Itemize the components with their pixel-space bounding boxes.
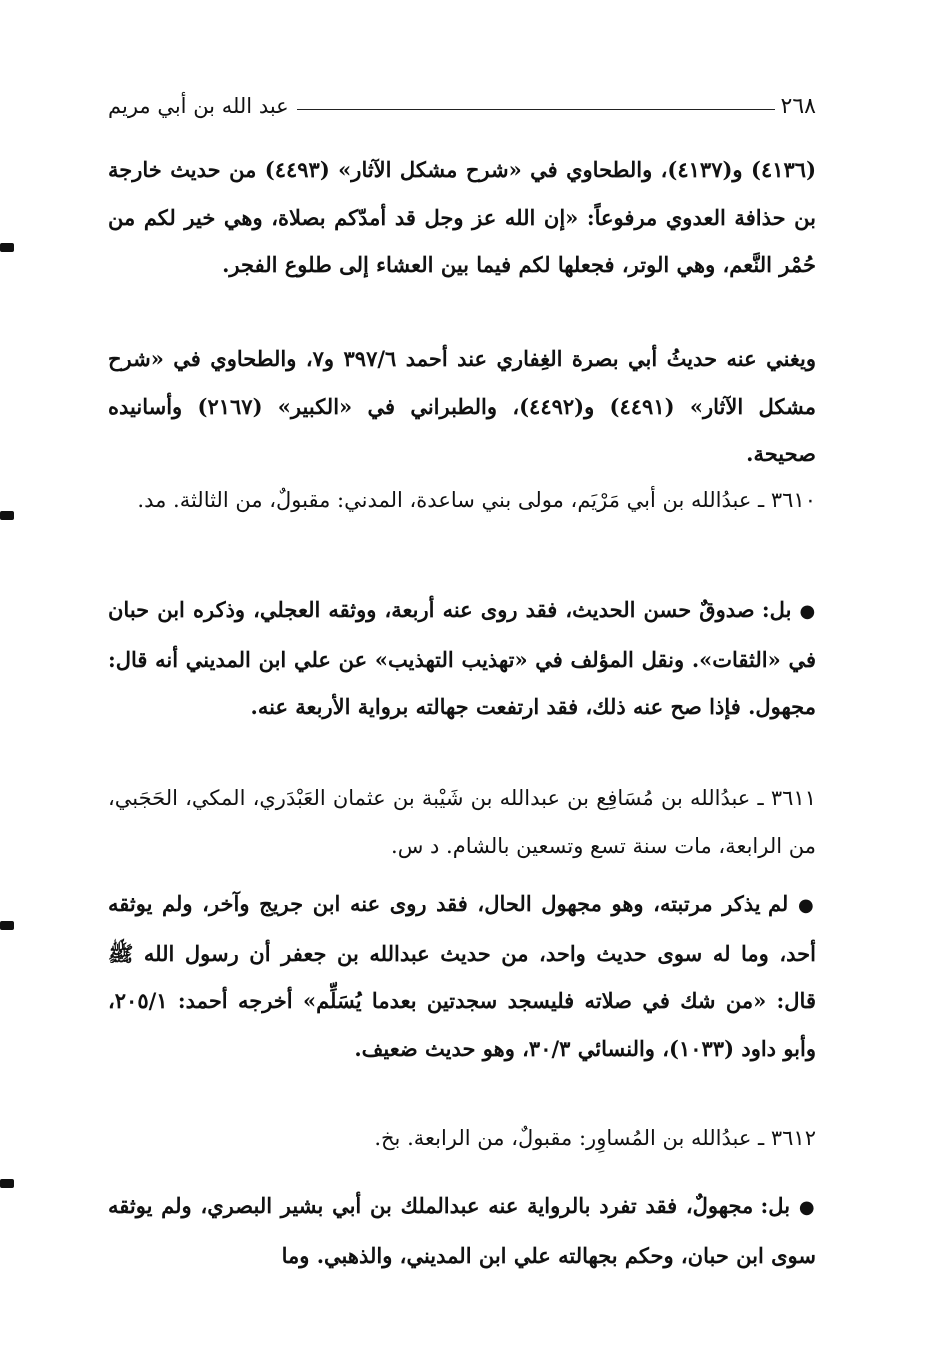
scan-edge-mark — [0, 1179, 14, 1188]
bullet-icon: ● — [798, 1197, 816, 1218]
entry-text: ٣٦١٠ ـ عبدُالله بن أبي مَرْيَم، مولى بني ساعدة، المدني: مقبولٌ، من الثالثة. مد. — [137, 488, 816, 512]
paragraph-supporting-hadith — [108, 335, 816, 478]
comment-text: بل: مجهولٌ، فقد تفرد بالرواية عنه عبدالملك بن أبي بشير البصري، ولم يوثقه سوى ابن حبان، وحكم بجهالته علي ابن المديني، والذهبي. وما — [108, 1193, 816, 1268]
paragraph-continued-takhrij — [108, 146, 816, 289]
bullet-icon: ● — [797, 895, 817, 916]
bullet-icon: ● — [799, 601, 817, 622]
comment-3610 — [108, 586, 816, 731]
page-number: ٢٦٨ — [780, 93, 816, 119]
entry-3610 — [108, 477, 816, 525]
paragraph-text: (٤١٣٦) و(٤١٣٧)، والطحاوي في «شرح مشكل الآثار» (٤٤٩٣) من حديث خارجة بن حذافة العدوي مرفوعاً: «إن الله عز وجل قد أمدّكم بصلاة، وهي خير لكم من حُمْر النَّعم، وهي الوتر، فجعلها لكم فيما بين العشاء إلى طلوع الفجر. — [108, 157, 817, 277]
entry-text: ٣٦١٢ ـ عبدُالله بن المُساوِر: مقبولٌ، من الرابعة. بخ. — [374, 1126, 816, 1150]
scan-edge-mark — [0, 921, 14, 930]
running-header — [108, 88, 816, 124]
comment-3612 — [108, 1182, 816, 1279]
scan-edge-mark — [0, 511, 14, 520]
comment-text: بل: صدوقٌ حسن الحديث، فقد روى عنه أربعة، ووثقه العجلي، وذكره ابن حبان في «الثقات». ونقل المؤلف في «تهذيب التهذيب» عن علي ابن المديني أنه قال: مجهول. فإذا صح عنه ذلك، فقد ارتفعت جهالته برواية الأربعة عنه. — [108, 597, 816, 719]
entry-3612 — [108, 1115, 816, 1163]
header-rule — [297, 109, 775, 110]
comment-text: لم يذكر مرتبته، وهو مجهول الحال، فقد روى عنه ابن جريج وآخر، ولم يوثقه أحد، وما له سوى حديث واحد، من حديث عبدالله بن جعفر أن رسول الله ﷺ قال: «من شك في صلاته فليسجد سجدتين بعدما يُسَلِّم» أخرجه أحمد: ٢٠٥/١، وأبو داود (١٠٣٣)، والنسائي ٣٠/٣، وهو حديث ضعيف. — [108, 891, 816, 1061]
entry-3611 — [108, 775, 816, 870]
entry-text: ٣٦١١ ـ عبدُالله بن مُسَافِع بن عبدالله بن شَيْبة بن عثمان العَبْدَري، المكي، الحَجَبي، من الرابعة، مات سنة تسع وتسعين بالشام. د س. — [108, 786, 816, 858]
scan-edge-mark — [0, 243, 14, 252]
comment-3611 — [108, 880, 816, 1072]
paragraph-text: ويغني عنه حديثُ أبي بصرة الغِفاري عند أحمد ٣٩٧/٦ و٧، والطحاوي في «شرح مشكل الآثار» (٤٤٩١) و(٤٤٩٢)، والطبراني في «الكبير» (٢١٦٧) وأسانيده صحيحة. — [108, 346, 817, 466]
header-title: عبد الله بن أبي مريم — [108, 94, 289, 118]
